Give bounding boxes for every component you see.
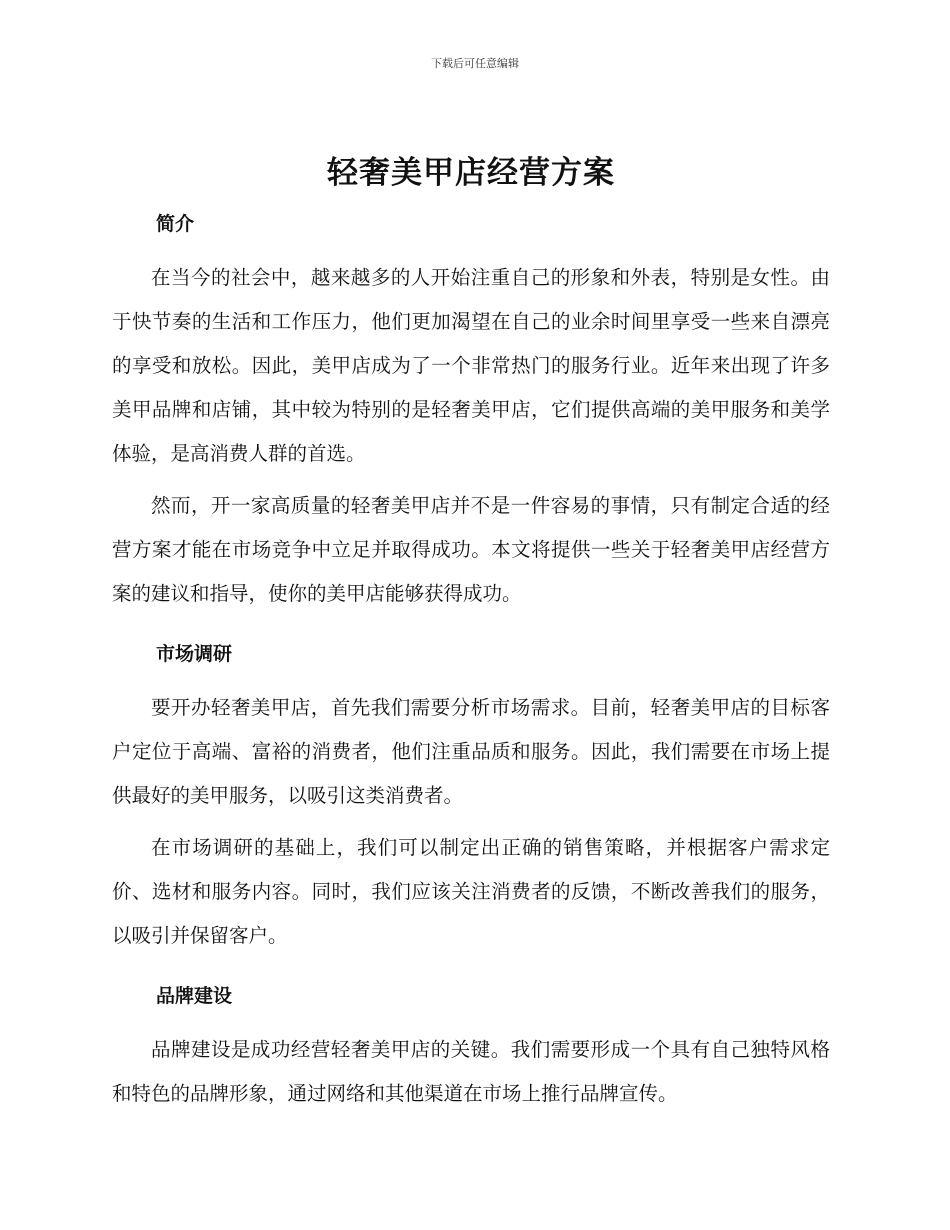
section-brand-building: [112, 982, 830, 1116]
section-heading: 品牌建设: [156, 985, 233, 1007]
paragraph: 在市场调研的基础上，我们可以制定出正确的销售策略，并根据客户需求定价、选材和服务内容。同时，我们应该关注消费者的反馈，不断改善我们的服务，以吸引并保留客户。: [112, 836, 830, 947]
document-body: [112, 148, 830, 1116]
section-intro: [112, 210, 830, 616]
paragraph: 要开办轻奢美甲店，首先我们需要分析市场需求。目前，轻奢美甲店的目标客户定位于高端、富裕的消费者，他们注重品质和服务。因此，我们需要在市场上提供最好的美甲服务，以吸引这类消费者。: [112, 696, 830, 807]
header-note: 下载后可任意编辑: [431, 57, 519, 70]
paragraph: 在当今的社会中，越来越多的人开始注重自己的形象和外表，特别是女性。由于快节奏的生活和工作压力，他们更加渴望在自己的业余时间里享受一些来自漂亮的享受和放松。因此，美甲店成为了一个非常热门的服务行业。近年来出现了许多美甲品牌和店铺，其中较为特别的是轻奢美甲店，它们提供高端的美甲服务和美学体验，是高消费人群的首选。: [112, 266, 830, 465]
section-heading: 市场调研: [156, 643, 233, 665]
document-title: 轻奢美甲店经营方案: [327, 155, 615, 191]
paragraph: 品牌建设是成功经营轻奢美甲店的关键。我们需要形成一个具有自己独特风格和特色的品牌形象，通过网络和其他渠道在市场上推行品牌宣传。: [112, 1038, 830, 1105]
section-market-research: [112, 640, 830, 958]
paragraph: 然而，开一家高质量的轻奢美甲店并不是一件容易的事情，只有制定合适的经营方案才能在市场竞争中立足并取得成功。本文将提供一些关于轻奢美甲店经营方案的建议和指导，使你的美甲店能够获得成功。: [112, 494, 830, 605]
section-heading: 简介: [156, 213, 195, 235]
